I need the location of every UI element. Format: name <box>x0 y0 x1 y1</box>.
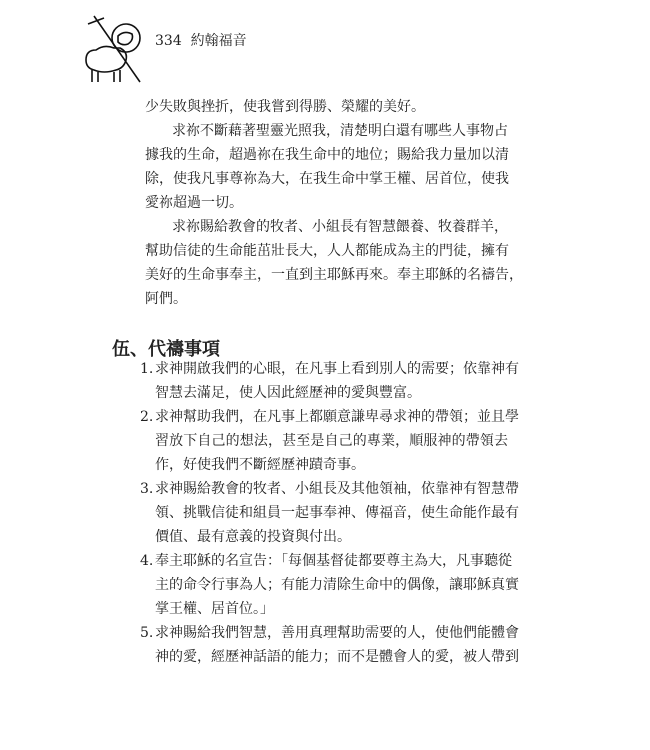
text-line: 奉主耶穌的名宣告：「每個基督徒都要尊主為大，凡事聽從 <box>155 553 512 569</box>
text-line: 愛祢超過一切。 <box>145 195 243 211</box>
text-line: 智慧去滿足，使人因此經歷神的愛與豐富。 <box>155 385 421 401</box>
text-line: 習放下自己的想法，甚至是自己的專業，順服神的帶領去 <box>155 433 508 449</box>
text-line: 神的愛，經歷神話語的能力；而不是體會人的愛，被人帶到 <box>155 649 519 665</box>
book-title: 約翰福音 <box>190 33 247 49</box>
text-line: 美好的生命事奉主，一直到主耶穌再來。奉主耶穌的名禱告， <box>145 267 523 283</box>
text-line: 據我的生命，超過祢在我生命中的地位；賜給我力量加以清 <box>145 147 509 163</box>
text-line: 求神賜給我們智慧，善用真理幫助需要的人，使他們能體會 <box>155 625 519 641</box>
text-line: 求祢賜給教會的牧者、小組長有智慧餵養、牧養群羊， <box>172 219 508 235</box>
text-line: 阿們。 <box>145 291 187 307</box>
text-line: 主的命令行事為人；有能力清除生命中的偶像，讓耶穌真實 <box>155 577 519 593</box>
page-number: 334 <box>155 33 182 49</box>
item-number: 5. <box>140 625 154 641</box>
text-line: 求祢不斷藉著聖靈光照我，清楚明白還有哪些人事物占 <box>172 123 508 139</box>
text-line: 價值、最有意義的投資與付出。 <box>155 529 351 545</box>
text-line: 少失敗與挫折，使我嘗到得勝、榮耀的美好。 <box>145 99 425 115</box>
text-line: 求神開啟我們的心眼，在凡事上看到別人的需要；依靠神有 <box>155 361 519 377</box>
text-line: 作，好使我們不斷經歷神蹟奇事。 <box>155 457 365 473</box>
text-line: 掌王權、居首位。」 <box>155 601 274 617</box>
text-line: 幫助信徒的生命能茁壯長大，人人都能成為主的門徒，擁有 <box>145 243 509 259</box>
text-line: 領、挑戰信徒和組員一起事奉神、傳福音，使生命能作最有 <box>155 505 519 521</box>
text-line: 求神幫助我們，在凡事上都願意謙卑尋求神的帶領；並且學 <box>155 409 519 425</box>
item-number: 1. <box>140 361 154 377</box>
text-line: 求神賜給教會的牧者、小組長及其他領袖，依靠神有智慧帶 <box>155 481 519 497</box>
item-number: 2. <box>140 409 154 425</box>
section-heading: 伍、代禱事項 <box>112 339 220 360</box>
running-header <box>155 30 247 50</box>
item-number: 3. <box>140 481 154 497</box>
lamb-with-cross-icon <box>84 14 146 84</box>
text-line: 除，使我凡事尊祢為大，在我生命中掌王權、居首位，使我 <box>145 171 509 187</box>
item-number: 4. <box>140 553 154 569</box>
